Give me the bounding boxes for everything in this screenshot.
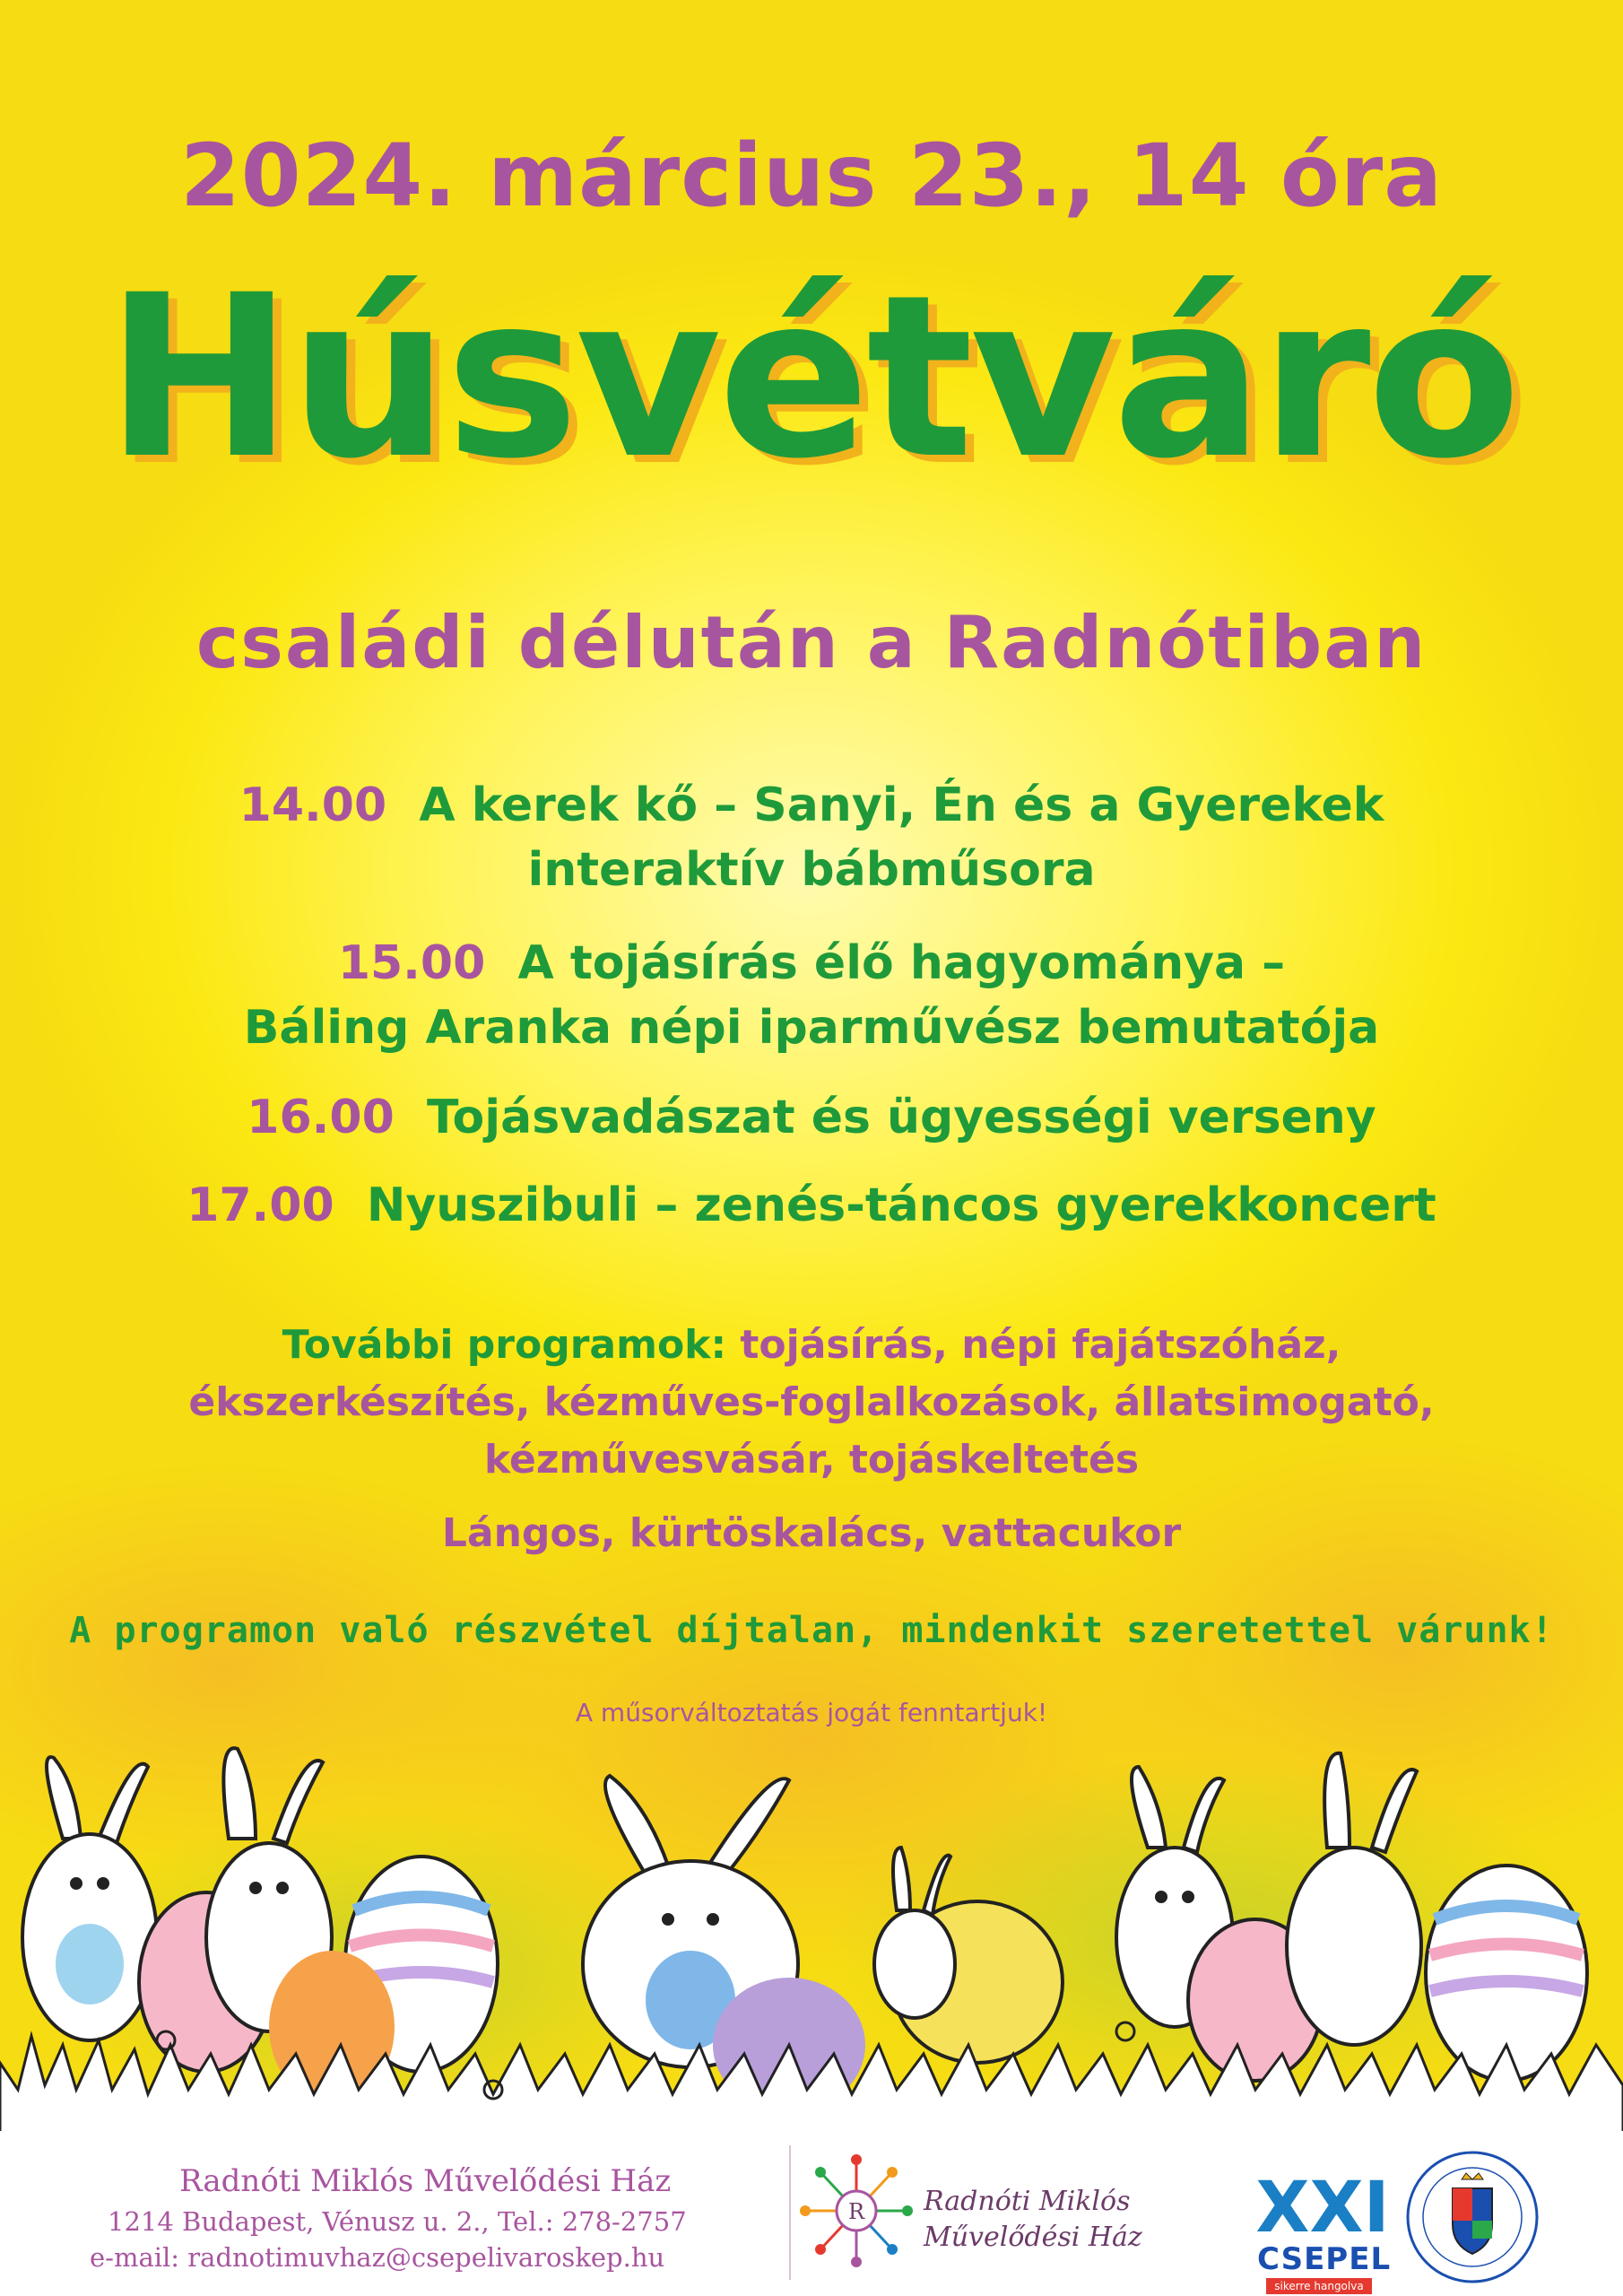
program-time: 15.00 — [337, 936, 486, 990]
food-line: Lángos, kürtöskalács, vattacukor — [441, 1510, 1182, 1556]
csepel-tagline: sikerre hangolva — [1266, 2278, 1372, 2294]
logo-letter: R — [847, 2199, 865, 2224]
bunny-icon — [1287, 1753, 1421, 2045]
more-programs-line: tojásírás, népi fajátszóház, — [740, 1322, 1341, 1368]
logo-text-line: Radnóti Miklós — [924, 2186, 1131, 2217]
program-detail: Báling Aranka népi iparművész bemutatója — [243, 1001, 1380, 1055]
program-time: 14.00 — [239, 778, 387, 832]
bunny-icon — [874, 1848, 955, 2018]
program-detail: interaktív bábműsora — [527, 843, 1096, 897]
program-item — [0, 1173, 1623, 1238]
rights-note: A műsorváltoztatás jogát fenntartjuk! — [575, 1698, 1048, 1727]
program-title: Tojásvadászat és ügyességi verseny — [426, 1091, 1376, 1144]
bunny-icon — [22, 1757, 157, 2040]
program-title: Nyuszibuli – zenés-táncos gyerekkoncert — [366, 1178, 1436, 1232]
csepel-word: CSEPEL — [1257, 2241, 1392, 2277]
program-item — [0, 1085, 1623, 1150]
event-title: Húsvétváró — [105, 247, 1518, 508]
org-name: Radnóti Miklós Művelődési Ház — [179, 2163, 672, 2199]
coat-of-arms-icon — [1403, 2148, 1542, 2287]
logo-text-line: Művelődési Ház — [924, 2222, 1142, 2253]
more-programs-line: kézművesvásár, tojáskeltetés — [483, 1437, 1140, 1483]
radnoti-logo — [798, 2152, 915, 2269]
event-subtitle: családi délután a Radnótiban — [195, 601, 1428, 684]
org-address: 1214 Budapest, Vénusz u. 2., Tel.: 278-2757 — [108, 2206, 687, 2237]
org-email[interactable]: e-mail: radnotimuvhaz@csepelivaroskep.hu — [90, 2242, 665, 2273]
program-time: 16.00 — [247, 1091, 395, 1144]
program-item — [0, 931, 1623, 1060]
event-date: 2024. március 23., 14 óra — [180, 126, 1443, 226]
program-title: A kerek kő – Sanyi, Én és a Gyerekek — [419, 778, 1384, 832]
more-programs-line: ékszerkészítés, kézműves-foglalkozások, állatsimogató, — [188, 1379, 1435, 1425]
logo-text — [924, 2184, 1142, 2256]
program-time: 17.00 — [187, 1178, 334, 1232]
program-item — [0, 773, 1623, 902]
csepel-logo — [1255, 2160, 1390, 2248]
free-entry-note: A programon való részvétel díjtalan, mindenkit szeretettel várunk! — [69, 1610, 1554, 1651]
footer-divider — [789, 2145, 791, 2280]
more-programs — [0, 1317, 1623, 1489]
more-programs-label: További programok: — [282, 1322, 727, 1368]
csepel-numeral: XXI — [1255, 2168, 1390, 2248]
program-title: A tojásírás élő hagyománya – — [517, 936, 1286, 990]
bunnies-eggs-illustration — [0, 1731, 1623, 2135]
